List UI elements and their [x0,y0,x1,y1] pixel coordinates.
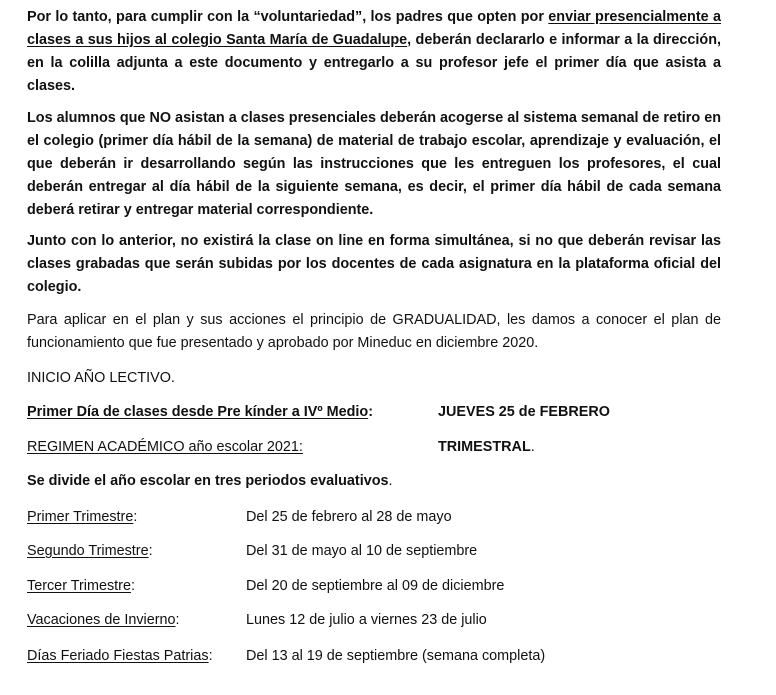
period-label: Días Feriado Fiestas Patrias [27,648,209,664]
period-colon: : [130,578,135,594]
divide-line [27,470,393,492]
period-value: Del 25 de febrero al 28 de mayo [246,509,452,525]
paragraph-clases-grabadas: Junto con lo anterior, no existirá la clase on line en forma simultánea, si no que deberán revisar las clases grabadas que serán subidas por los docentes de cada asignatura en la plataforma oficial del colegio. [27,233,721,295]
inicio-ano-lectivo: INICIO AÑO LECTIVO. [27,370,175,386]
period-label: Vacaciones de Invierno [27,612,176,628]
period-value: Del 20 de septiembre al 09 de diciembre [246,578,505,594]
first-day-row [27,401,373,423]
period-colon: : [175,612,180,628]
period-label-row [27,609,180,631]
paragraph-voluntariedad-text-c: , deberán declararlo e informar a la dirección, en la colilla adjunta a este documento y entregarlo a su profesor jefe el primer día que asista a clases. [27,32,721,94]
period-label: Tercer Trimestre [27,578,131,594]
period-value: Lunes 12 de julio a viernes 23 de julio [246,612,487,628]
regimen-label: REGIMEN ACADÉMICO año escolar 2021: [27,439,303,455]
regimen-value: TRIMESTRAL [438,439,531,455]
period-label-row [27,540,153,562]
paragraph-voluntariedad-text-a: Por lo tanto, para cumplir con la “voluntariedad”, los padres que opten por [27,9,549,25]
divide-text: Se divide el año escolar en tres periodos evaluativos [27,473,389,489]
period-label-row [27,645,213,667]
paragraph-voluntariedad [27,6,721,98]
paragraph-voluntariedad-underlined: enviar presencialmente a clases a sus hijos al colegio Santa María de Guadalupe [27,9,721,48]
first-day-colon: : [368,404,373,420]
period-colon: : [133,509,138,525]
period-label: Segundo Trimestre [27,543,149,559]
period-colon: : [148,543,153,559]
period-value: Del 31 de mayo al 10 de septiembre [246,543,478,559]
divide-dot: . [388,473,393,489]
period-label-row [27,506,137,528]
period-value: Del 13 al 19 de septiembre (semana completa) [246,648,546,664]
first-day-label: Primer Día de clases desde Pre kínder a IVº Medio [27,404,369,420]
period-label-row [27,575,135,597]
paragraph-gradualidad: Para aplicar en el plan y sus acciones el principio de GRADUALIDAD, les damos a conocer el plan de funcionamiento que fue presentado y aprobado por Mineduc en diciembre 2020. [27,312,721,351]
regimen-row-value [438,436,535,458]
period-label: Primer Trimestre [27,509,134,525]
first-day-value: JUEVES 25 de FEBRERO [438,404,610,420]
period-colon: : [208,648,213,664]
paragraph-no-presenciales: Los alumnos que NO asistan a clases presenciales deberán acogerse al sistema semanal de retiro en el colegio (primer día hábil de la semana) de material de trabajo escolar, aprendizaje y evaluación, el que deberán ir desarrollando según las instrucciones que les entreguen los profesores, el cual deberán entregar al día hábil de la siguiente semana, es decir, el primer día hábil de cada semana deberá retirar y entregar material correspondiente. [27,110,721,218]
regimen-dot: . [530,439,535,455]
